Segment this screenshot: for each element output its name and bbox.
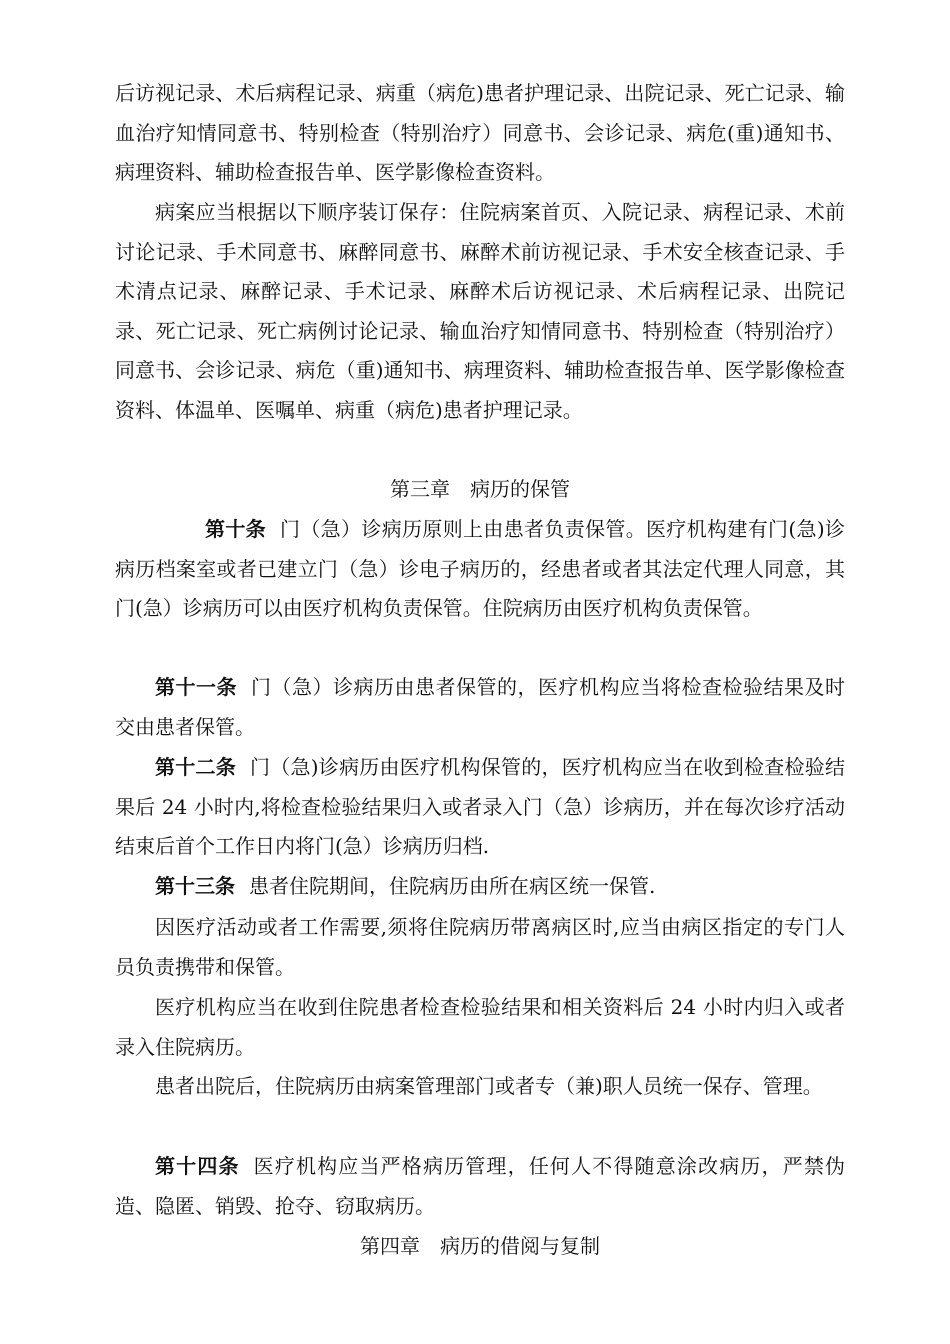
article-10-label: 第十条 (205, 517, 267, 541)
chapter-4-title: 第四章 病历的借阅与复制 (360, 1234, 600, 1258)
article-12 (115, 748, 845, 867)
article-11-text: 门（急）诊病历由患者保管的，医疗机构应当将检查检验结果及时交由患者保管。 (115, 675, 845, 739)
paragraph-binding-order: 病案应当根据以下顺序装订保存：住院病案首页、入院记录、病程记录、术前讨论记录、手术同意书、麻醉同意书、麻醉术前访视记录、手术安全核查记录、手术清点记录、麻醉记录、手术记录、麻醉术后访视记录、术后病程记录、出院记录、死亡记录、死亡病例讨论记录、输血治疗知情同意书、特别检查（特别治疗）同意书、会诊记录、病危（重)通知书、病理资料、辅助检查报告单、医学影像检查资料、体温单、医嘱单、病重（病危)患者护理记录。 (115, 200, 845, 422)
paragraph-discharge-storage: 患者出院后，住院病历由病案管理部门或者专（兼)职人员统一保存、管理。 (155, 1074, 823, 1098)
article-14-text: 医疗机构应当严格病历管理，任何人不得随意涂改病历，严禁伪造、隐匿、销毁、抢夺、窃取病历。 (115, 1154, 846, 1218)
chapter-3-title: 第三章 病历的保管 (390, 477, 570, 501)
paragraph-ward-transfer: 因医疗活动或者工作需要,须将住院病历带离病区时,应当由病区指定的专门人员负责携带和保管。 (115, 915, 845, 979)
article-11-label: 第十一条 (155, 675, 237, 699)
article-13-text: 患者住院期间，住院病历由所在病区统一保管. (249, 874, 656, 898)
article-14 (115, 1147, 845, 1226)
article-13 (115, 867, 845, 907)
article-10 (115, 510, 845, 629)
article-12-label: 第十二条 (155, 755, 236, 779)
paragraph-record-list-continued: 后访视记录、术后病程记录、病重（病危)患者护理记录、出院记录、死亡记录、输血治疗知情同意书、特别检查（特别治疗）同意书、会诊记录、病危(重)通知书、病理资料、辅助检查报告单、医学影像检查资料。 (115, 81, 845, 184)
article-11 (115, 668, 845, 747)
article-10-text: 门（急）诊病历原则上由患者负责保管。医疗机构建有门(急)诊病历档案室或者已建立门（急）诊电子病历的，经患者或者其法定代理人同意，其门(急）诊病历可以由医疗机构负责保管。住院病历由医疗机构负责保管。 (115, 517, 846, 620)
article-12-text: 门（急)诊病历由医疗机构保管的，医疗机构应当在收到检查检验结果后 24 小时内,将检查检验结果归入或者录入门（急）诊病历，并在每次诊疗活动结束后首个工作日内将门(急）诊病历归档. (115, 755, 845, 858)
paragraph-results-filing: 医疗机构应当在收到住院患者检查检验结果和相关资料后 24 小时内归入或者录入住院病历。 (115, 995, 845, 1059)
article-14-label: 第十四条 (155, 1154, 240, 1178)
article-13-label: 第十三条 (155, 874, 235, 898)
